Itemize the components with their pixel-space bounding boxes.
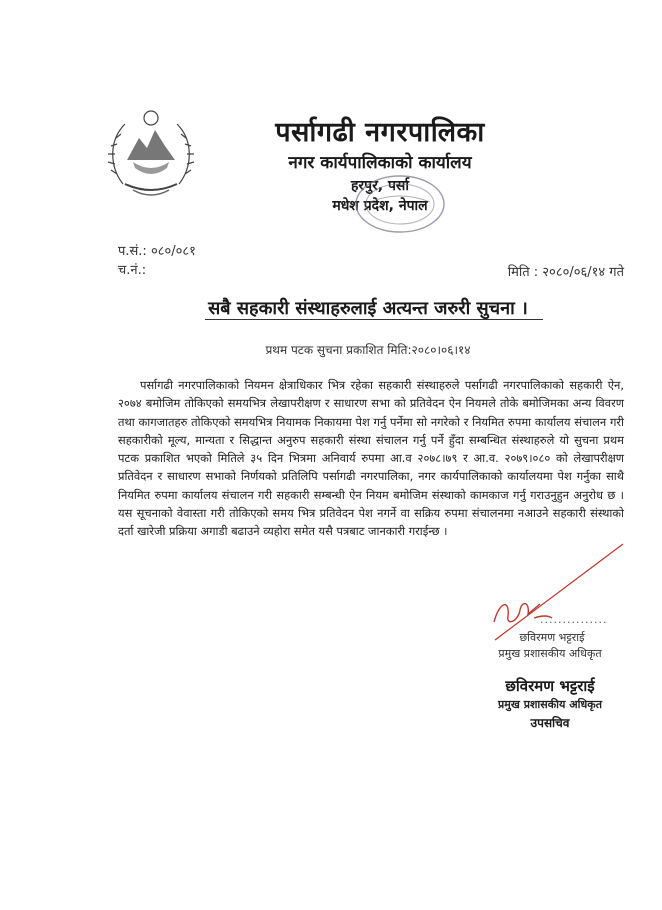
signatory-name-stamp: छविरमण भट्टराई [505, 677, 595, 695]
signature-scribble [488, 592, 558, 632]
notice-body: पर्सागढी नगरपालिकाको नियमन क्षेत्राधिकार भित्र रहेका सहकारी संस्थाहरुले पर्सागढी नगरपालिकाको सहकारी ऐन, २०७४ बमोजिम तोकिएको समयभित्र लेखापरीक्षण र साधारण सभा को प्रतिवेदन ऐन नियमले तोके बमोजिमका अन्य विवरण तथा कागजातहरु तोकिएको समयभित्र नियामक निकायमा पेश गर्नु पर्नेमा सो नगरेको र नियमित रुपमा कार्यालय संचालन गरी सहकारीको मूल्य, मान्यता र सिद्धान्त अनुरुप सहकारी संस्था संचालन गर्नु पर्ने हुँदा सम्बन्धित संस्थाहरुले यो सुचना प्रथम पटक प्रकाशित भएको मितिले ३५ दिन भित्रमा अनिवार्य रुपमा आ.व २०७८।७९ र आ.व. २०७९।०८० को लेखापरीक्षण प्रतिवेदन र साधारण सभाको निर्णयको प्रतिलिपि पर्सागढी नगरपालिका, नगर कार्यपालिकाको कार्यालयमा पेश गर्नुका साथै नियमित रुपमा कार्यालय संचालन गरी सहकारी सम्बन्धी ऐन नियम बमोजिम संस्थाको कामकाज गर्नु गराउनुहुन अनुरोध छ । यस सूचनाको वेवास्ता गरी तोकिएको समय भित्र प्रतिवेदन पेश नगर्ने वा सक्रिय रुपमा संचालनमा नआउने सहकारी संस्थाको दर्ता खारेजी प्रक्रिया अगाडी बढाउने व्यहोरा समेत यसै पत्रबाट जानकारी गराईन्छ । [118, 378, 624, 539]
subject-underline [205, 319, 543, 320]
publish-note: प्रथम पटक सुचना प्रकाशित मिति:२०८०।०६।१४ [265, 343, 471, 357]
subject-heading: सबै सहकारी संस्थाहरुलाई अत्यन्त जरुरी सुचना । [208, 298, 528, 319]
address-line-2: मधेश प्रदेश, नेपाल [332, 198, 428, 214]
letter-date: मिति : २०८०/०६/१४ गते [507, 265, 624, 280]
signatory-name: छविरमण भट्टराई [519, 631, 585, 644]
nepal-emblem-icon [103, 104, 199, 202]
office-name: नगर कार्यपालिकाको कार्यालय [288, 153, 472, 173]
signatory-title: प्रमुख प्रशासकीय अधिकृत [498, 647, 602, 660]
signatory-title-stamp: प्रमुख प्रशासकीय अधिकृत [498, 698, 602, 711]
office-seal-stamp [352, 172, 448, 236]
signatory-rank: उपसचिव [530, 716, 570, 730]
organization-name: पर्सागढी नगरपालिका [275, 117, 485, 148]
dispatch-number: च.नं.: [118, 263, 147, 278]
signature-dots: ............... [540, 613, 608, 626]
address-line-1: हरपुर, पर्सा [350, 178, 410, 194]
letter-number: प.सं.: ०८०/०८१ [118, 244, 196, 259]
